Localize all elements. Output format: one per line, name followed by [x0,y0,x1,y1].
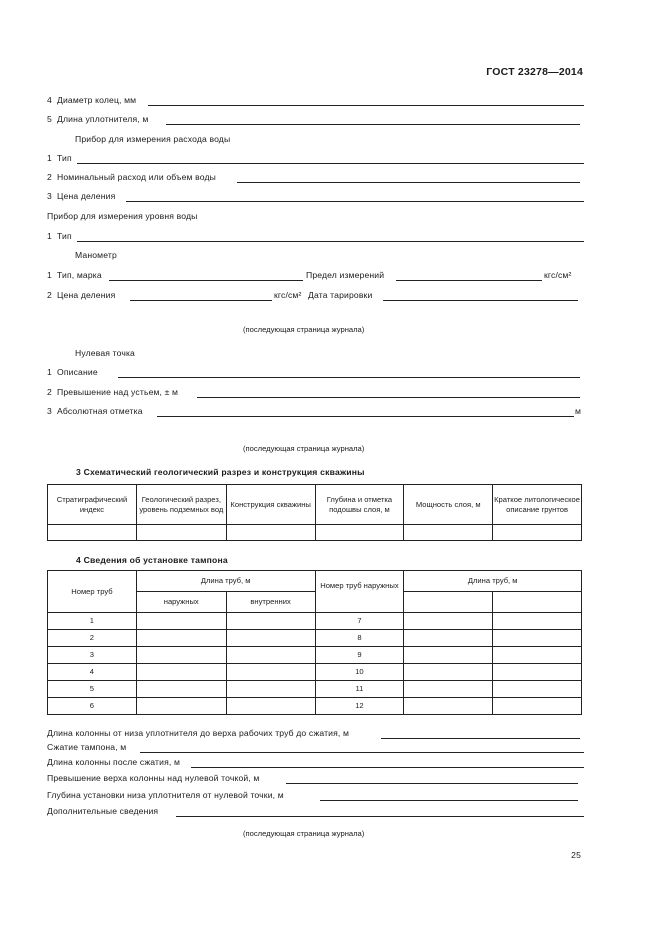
col-layer-depth: Глубина и отметка подошвы слоя, м [315,485,404,525]
table-cell[interactable] [48,525,137,541]
table-cell[interactable] [136,698,226,715]
pipe-number-right: 7 [315,613,404,630]
zero-point-absolute-line[interactable] [157,416,574,417]
column-length-before-line[interactable] [381,738,580,739]
col-well-construction: Конструкция скважины [226,485,315,525]
section3-title: 3 Схематический геологический разрез и конструкция скважины [76,467,365,477]
water-flow-device-title: Прибор для измерения расхода воды [75,134,231,144]
additional-info-line[interactable] [176,816,584,817]
table-cell[interactable] [136,647,226,664]
pipe-number-right: 12 [315,698,404,715]
field-seal-length-line[interactable] [166,124,580,125]
flow-device-type-line[interactable] [77,163,584,164]
flow-device-type: 1 Тип [47,153,72,163]
seal-depth: Глубина установки низа уплотнителя от нулевой точки, м [47,790,284,800]
manometer-type: 1 Тип, марка [47,270,102,280]
zero-point-description-line[interactable] [118,377,580,378]
column-length-before: Длина колонны от низа уплотнителя до верха рабочих труб до сжатия, м [47,728,350,738]
field-ring-diameter-line[interactable] [148,105,584,106]
pipe-number-left: 1 [48,613,137,630]
zero-point-elevation-line[interactable] [197,397,580,398]
tampon-table [47,570,582,715]
manometer-division-line[interactable] [130,300,272,301]
table-cell[interactable] [493,630,582,647]
col-lithology: Краткое литологическое описание грунтов [493,485,582,525]
table-row[interactable] [48,630,582,647]
col-pipe-number-outer: Номер труб наружных [315,571,404,613]
flow-device-division: 3 Цена деления [47,191,116,201]
table-cell[interactable] [226,613,315,630]
level-device-type: 1 Тип [47,231,72,241]
table-cell[interactable] [226,630,315,647]
column-top-excess: Превышение верха колонны над нулевой точкой, м [47,773,260,783]
zero-point-title: Нулевая точка [75,348,135,358]
pipe-number-left: 2 [48,630,137,647]
table-cell[interactable] [404,647,493,664]
table-cell[interactable] [226,525,315,541]
geology-table-row[interactable] [48,525,582,541]
column-top-excess-line[interactable] [286,783,578,784]
manometer-calibration-line[interactable] [383,300,578,301]
manometer-type-line[interactable] [109,280,303,281]
table-cell[interactable] [315,525,404,541]
section4-title: 4 Сведения об установке тампона [76,555,228,565]
table-cell[interactable] [493,681,582,698]
table-cell[interactable] [136,664,226,681]
table-cell[interactable] [226,681,315,698]
manometer-range-label: Предел измерений [306,270,385,280]
geology-table-header [48,485,582,525]
field-ring-diameter: 4 Диаметр колец, мм [47,95,137,105]
table-row[interactable] [48,664,582,681]
tampon-compression-line[interactable] [140,752,584,753]
table-cell[interactable] [404,664,493,681]
tampon-compression: Сжатие тампона, м [47,742,127,752]
table-cell[interactable] [136,613,226,630]
table-cell[interactable] [493,613,582,630]
table-cell[interactable] [493,647,582,664]
table-cell[interactable] [226,664,315,681]
manometer-division-unit: кгс/см² [274,290,302,300]
pipe-number-right: 8 [315,630,404,647]
table-cell [493,592,582,613]
table-cell[interactable] [493,664,582,681]
tampon-table-header [48,571,582,592]
table-cell[interactable] [136,525,226,541]
page-number: 25 [571,850,581,860]
next-page-note-3: (последующая страница журнала) [243,829,365,838]
level-device-type-line[interactable] [77,241,584,242]
table-cell[interactable] [493,698,582,715]
flow-device-nominal: 2 Номинальный расход или объем воды [47,172,216,182]
additional-info: Дополнительные сведения [47,806,159,816]
zero-point-description: 1 Описание [47,367,98,377]
table-cell[interactable] [404,698,493,715]
pipe-number-right: 10 [315,664,404,681]
pipe-number-left: 4 [48,664,137,681]
col-inner: внутренних [226,592,315,613]
manometer-range-unit: кгс/см² [544,270,572,280]
flow-device-division-line[interactable] [126,201,584,202]
next-page-note-2: (последующая страница журнала) [243,444,365,453]
manometer-calibration-label: Дата тарировки [308,290,373,300]
table-cell[interactable] [404,525,493,541]
table-row[interactable] [48,681,582,698]
zero-point-absolute-unit: м [575,406,582,416]
table-cell[interactable] [136,630,226,647]
pipe-number-left: 5 [48,681,137,698]
seal-depth-line[interactable] [320,800,578,801]
field-seal-length: 5 Длина уплотнителя, м [47,114,149,124]
col-geological-section: Геологический разрез, уровень подземных вод [136,485,226,525]
table-cell[interactable] [226,698,315,715]
manometer-division: 2 Цена деления [47,290,116,300]
table-cell [404,592,493,613]
table-cell[interactable] [404,613,493,630]
col-pipe-length-2: Длина труб, м [404,571,582,592]
pipe-number-left: 3 [48,647,137,664]
manometer-range-line[interactable] [396,280,542,281]
table-cell[interactable] [404,681,493,698]
table-cell[interactable] [226,647,315,664]
col-layer-thickness: Мощность слоя, м [404,485,493,525]
flow-device-nominal-line[interactable] [237,182,580,183]
zero-point-elevation: 2 Превышение над устьем, ± м [47,387,179,397]
table-cell[interactable] [493,525,582,541]
table-cell[interactable] [404,630,493,647]
zero-point-absolute: 3 Абсолютная отметка [47,406,143,416]
table-row[interactable] [48,698,582,715]
col-outer: наружных [136,592,226,613]
col-pipe-number: Номер труб [48,571,137,613]
water-level-device-title: Прибор для измерения уровня воды [47,211,198,221]
table-row[interactable] [48,647,582,664]
geology-table [47,484,582,541]
table-row[interactable] [48,613,582,630]
table-cell[interactable] [136,681,226,698]
manometer-title: Манометр [75,250,117,260]
pipe-number-right: 11 [315,681,404,698]
column-length-after-line[interactable] [191,767,584,768]
col-pipe-length: Длина труб, м [136,571,315,592]
pipe-number-left: 6 [48,698,137,715]
pipe-number-right: 9 [315,647,404,664]
col-stratigraphic-index: Стратиграфический индекс [48,485,137,525]
next-page-note-1: (последующая страница журнала) [243,325,365,334]
standard-code: ГОСТ 23278—2014 [486,66,583,78]
column-length-after: Длина колонны после сжатия, м [47,757,181,767]
